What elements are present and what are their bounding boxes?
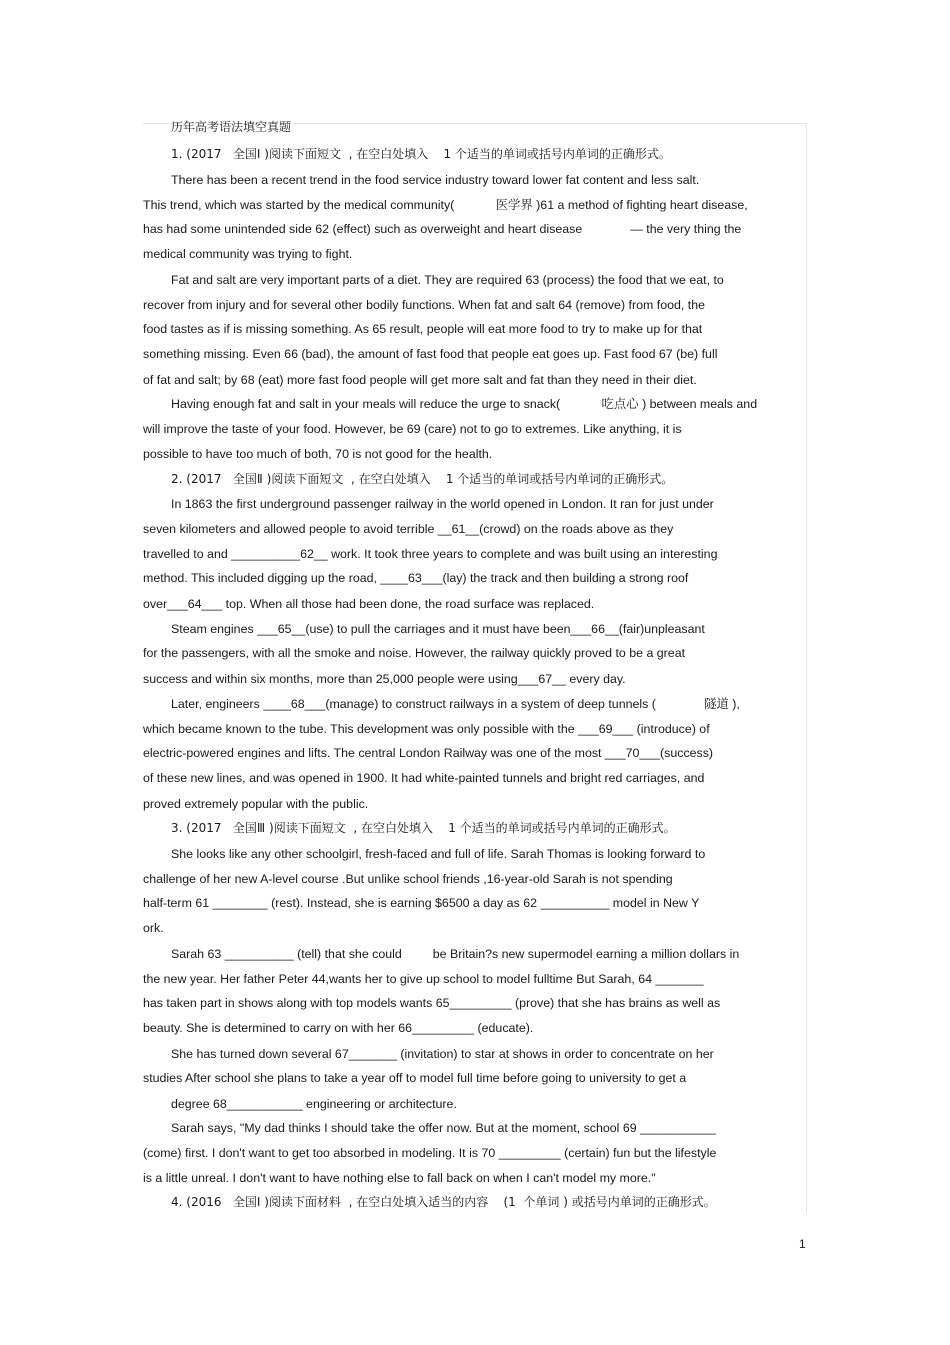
text-line: recover from injury and for several other bodily functions. When fat and salt 64 (remove) from food, the [143, 298, 705, 312]
text-line: medical community was trying to fight. [143, 247, 353, 261]
text-line: half-term 61 ________ (rest). Instead, she is earning $6500 a day as 62 __________ model in New Y [143, 896, 700, 910]
text-line: method. This included digging up the road, ____63___(lay) the track and then building a strong roof [143, 571, 689, 585]
text-line: (come) first. I don't want to get too absorbed in modeling. It is 70 _________ (certain) fun but the lifestyle [143, 1146, 717, 1160]
text-line: the new year. Her father Peter 44,wants her to give up school to model fulltime But Sarah, 64 _______ [143, 972, 704, 986]
text-line: travelled to and __________62__ work. It took three years to complete and was built using an interesting [143, 547, 718, 561]
text-line: will improve the taste of your food. However, be 69 (care) not to go to extremes. Like anything, it is [143, 422, 682, 436]
text-line: which became known to the tube. This development was only possible with the ___69___ (introduce) of [143, 722, 710, 736]
page-frame-right [806, 123, 807, 1213]
text-line: over___64___ top. When all those had been done, the road surface was replaced. [143, 597, 595, 611]
text-line: something missing. Even 66 (bad), the amount of fast food that people eat goes up. Fast food 67 (be) full [143, 347, 718, 361]
section-3-heading: 3. (2017 全国Ⅲ )阅读下面短文 , 在空白处填入 1 个适当的单词或括号内单词的正确形式。 [171, 821, 676, 835]
section-4-heading: 4. (2016 全国Ⅰ )阅读下面材料 , 在空白处填入适当的内容 (1 个单词 ) 或括号内单词的正确形式。 [171, 1195, 716, 1209]
text-line: is a little unreal. I don't want to have nothing else to fall back on when I can't model my more." [143, 1171, 656, 1185]
text-line: In 1863 the first underground passenger railway in the world opened in London. It ran for just under [171, 497, 714, 511]
text-line: success and within six months, more than 25,000 people were using___67__ every day. [143, 672, 626, 686]
text-line: studies After school she plans to take a year off to model full time before going to university to get a [143, 1071, 687, 1085]
text-line: Steam engines ___65__(use) to pull the carriages and it must have been___66__(fair)unpleasant [171, 622, 705, 636]
text-line: There has been a recent trend in the food service industry toward lower fat content and less salt. [171, 173, 700, 187]
text-line: possible to have too much of both, 70 is not good for the health. [143, 447, 493, 461]
text-line: of these new lines, and was opened in 1900. It had white-painted tunnels and bright red carriages, and [143, 771, 705, 785]
text-line: electric-powered engines and lifts. The central London Railway was one of the most ___70___(success) [143, 746, 714, 760]
text-line: Fat and salt are very important parts of a diet. They are required 63 (process) the food that we eat, to [171, 273, 724, 287]
text-line: She has turned down several 67_______ (invitation) to star at shows in order to concentrate on her [171, 1047, 714, 1061]
text-line: Sarah says, "My dad thinks I should take the offer now. But at the moment, school 69 ___________ [171, 1121, 716, 1135]
section-2-heading: 2. (2017 全国Ⅱ )阅读下面短文 , 在空白处填入 1 个适当的单词或括号内单词的正确形式。 [171, 472, 674, 486]
text-line: She looks like any other schoolgirl, fresh-faced and full of life. Sarah Thomas is looking forward to [171, 847, 706, 861]
section-1-heading: 1. (2017 全国Ⅰ )阅读下面短文 , 在空白处填入 1 个适当的单词或括号内单词的正确形式。 [171, 147, 671, 161]
text-line: ork. [143, 921, 164, 935]
text-line: has taken part in shows along with top models wants 65_________ (prove) that she has brains as well as [143, 996, 721, 1010]
text-line: for the passengers, with all the smoke and noise. However, the railway quickly proved to be a great [143, 646, 686, 660]
page-number: 1 [799, 1237, 806, 1251]
text-line: Sarah 63 __________ (tell) that she could be Britain?s new supermodel earning a million dollars in [171, 947, 740, 961]
text-line: This trend, which was started by the medical community( 医学界 )61 a method of fighting heart disease, [143, 198, 748, 212]
text-line: Having enough fat and salt in your meals will reduce the urge to snack( 吃点心 ) between meals and [171, 397, 758, 411]
document-title: 历年高考语法填空真题 [171, 120, 292, 134]
text-line: beauty. She is determined to carry on with her 66_________ (educate). [143, 1021, 534, 1035]
text-line: Later, engineers ____68___(manage) to construct railways in a system of deep tunnels ( 隧道 ), [171, 697, 740, 711]
text-line: has had some unintended side 62 (effect) such as overweight and heart disease — the very thing the [143, 222, 742, 236]
text-line: proved extremely popular with the public. [143, 797, 369, 811]
text-line: of fat and salt; by 68 (eat) more fast food people will get more salt and fat than they need in their diet. [143, 373, 697, 387]
text-line: degree 68___________ engineering or architecture. [171, 1097, 457, 1111]
text-line: food tastes as if is missing something. As 65 result, people will eat more food to try to make up for that [143, 322, 703, 336]
text-line: seven kilometers and allowed people to avoid terrible __61__(crowd) on the roads above as they [143, 522, 674, 536]
text-line: challenge of her new A-level course .But unlike school friends ,16-year-old Sarah is not spending [143, 872, 673, 886]
